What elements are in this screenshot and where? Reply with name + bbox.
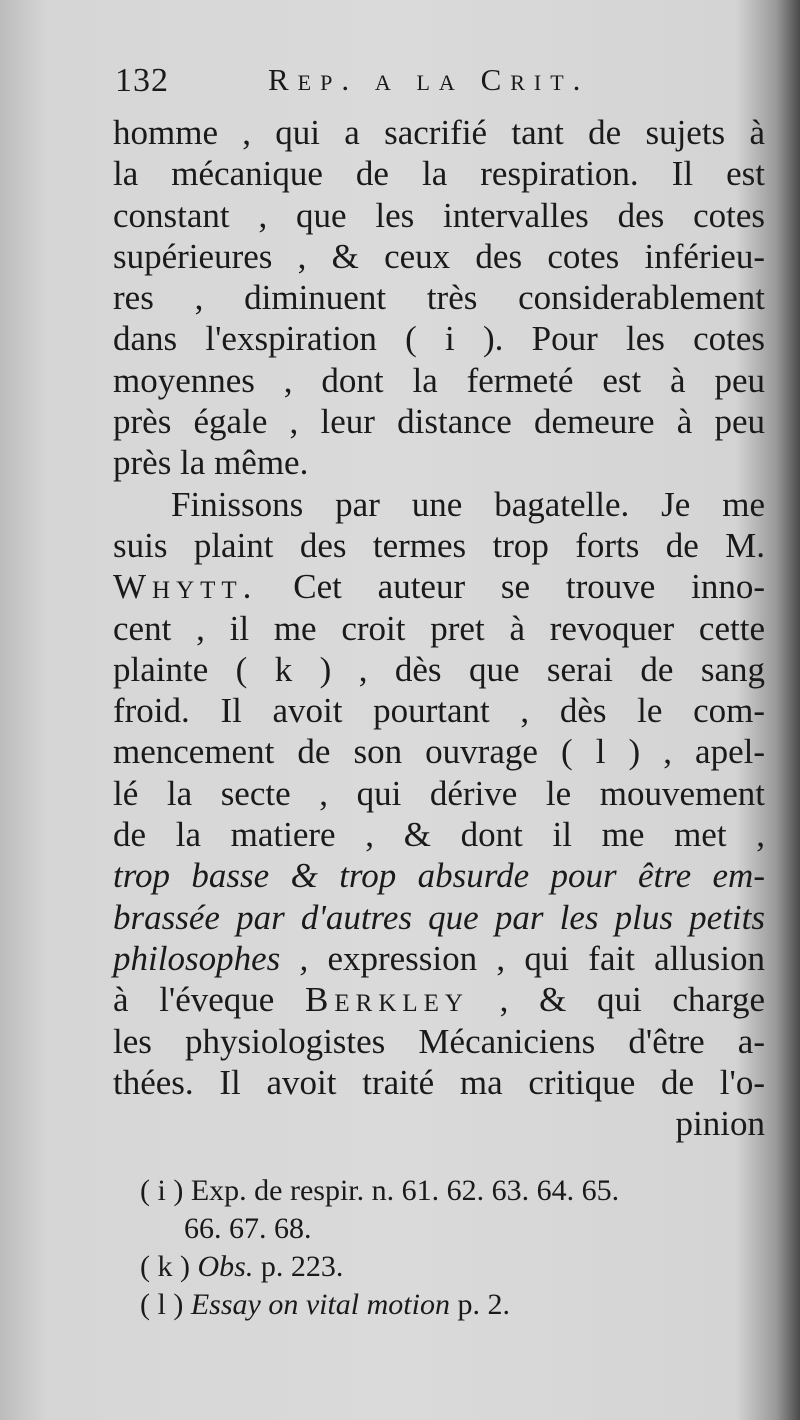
text-fragment: expression , qui fait allusion — [308, 938, 765, 978]
text-line: dans l'exspiration ( i ). Pour les cotes — [113, 319, 765, 359]
text-line — [113, 979, 765, 1020]
page-header — [115, 62, 675, 112]
footnote-marker: ( k ) — [140, 1250, 190, 1283]
text-line: homme , qui a sacrifié tant de sujets à — [113, 113, 765, 152]
text-fragment: à l'éveque — [113, 980, 306, 1020]
text-line: les physiologistes Mécaniciens d'être a- — [113, 1021, 765, 1061]
footnote-i-continuation: 66. 67. 68. — [184, 1212, 312, 1245]
text-line — [113, 938, 765, 979]
author-name-berkley: Berkley — [305, 980, 469, 1020]
page-number: 132 — [115, 62, 169, 99]
text-line: froid. Il avoit pourtant , dès le com- — [113, 691, 765, 731]
text-fragment: Cet auteur se trouve inno- — [257, 567, 765, 607]
text-line: res , diminuent très considerablement — [113, 278, 765, 318]
body-text — [113, 112, 765, 1144]
text-line: pinion — [675, 1104, 765, 1144]
running-head: Rep. a la Crit. — [268, 62, 590, 97]
footnote-text: p. 2. — [449, 1288, 510, 1321]
author-name-whytt: Whytt. — [113, 567, 258, 607]
footnote-text: Exp. de respir. n. 61. 62. 63. 64. 65. — [183, 1174, 620, 1207]
text-line: près la même. — [113, 443, 309, 483]
text-line: thées. Il avoit traité ma critique de l'o- — [113, 1062, 765, 1102]
footnote-italic: Essay on vital motion — [183, 1288, 450, 1321]
text-line: plainte ( k ) , dès que serai de sang — [113, 649, 765, 689]
text-line: près égale , leur distance demeure à peu — [113, 402, 765, 442]
text-line: cent , il me croit pret à revoquer cette — [113, 608, 765, 648]
italic-quote-fragment: philosophes , — [113, 938, 309, 978]
text-line: suis plaint des termes trop forts de M. — [113, 525, 765, 565]
text-line: Finissons par une bagatelle. Je me — [171, 484, 765, 524]
text-line: de la matiere , & dont il me met , — [113, 815, 765, 855]
footnote-marker: ( l ) — [140, 1288, 184, 1321]
text-line: lé la secte , qui dérive le mouvement — [113, 773, 765, 813]
text-line: supérieures , & ceux des cotes inférieu- — [113, 236, 765, 276]
text-fragment: , & qui charge — [468, 980, 766, 1020]
text-line: la mécanique de la respiration. Il est — [113, 154, 765, 194]
text-line: mencement de son ouvrage ( l ) , apel- — [113, 732, 765, 772]
footnote-k — [140, 1248, 760, 1286]
italic-quote-line: brassée par d'autres que par les plus petits — [113, 897, 765, 937]
footnote-marker: ( i ) — [140, 1174, 184, 1207]
footnote-text: p. 223. — [253, 1250, 344, 1283]
text-line: constant , que les intervalles des cotes — [113, 195, 765, 235]
footnote-l — [140, 1286, 760, 1324]
footnotes — [140, 1172, 760, 1324]
italic-quote-line: trop basse & trop absurde pour être em- — [113, 856, 765, 896]
footnote-i — [140, 1172, 760, 1210]
footnote-italic: Obs. — [189, 1250, 254, 1283]
text-line — [113, 566, 765, 607]
text-line: moyennes , dont la fermeté est à peu — [113, 360, 765, 400]
